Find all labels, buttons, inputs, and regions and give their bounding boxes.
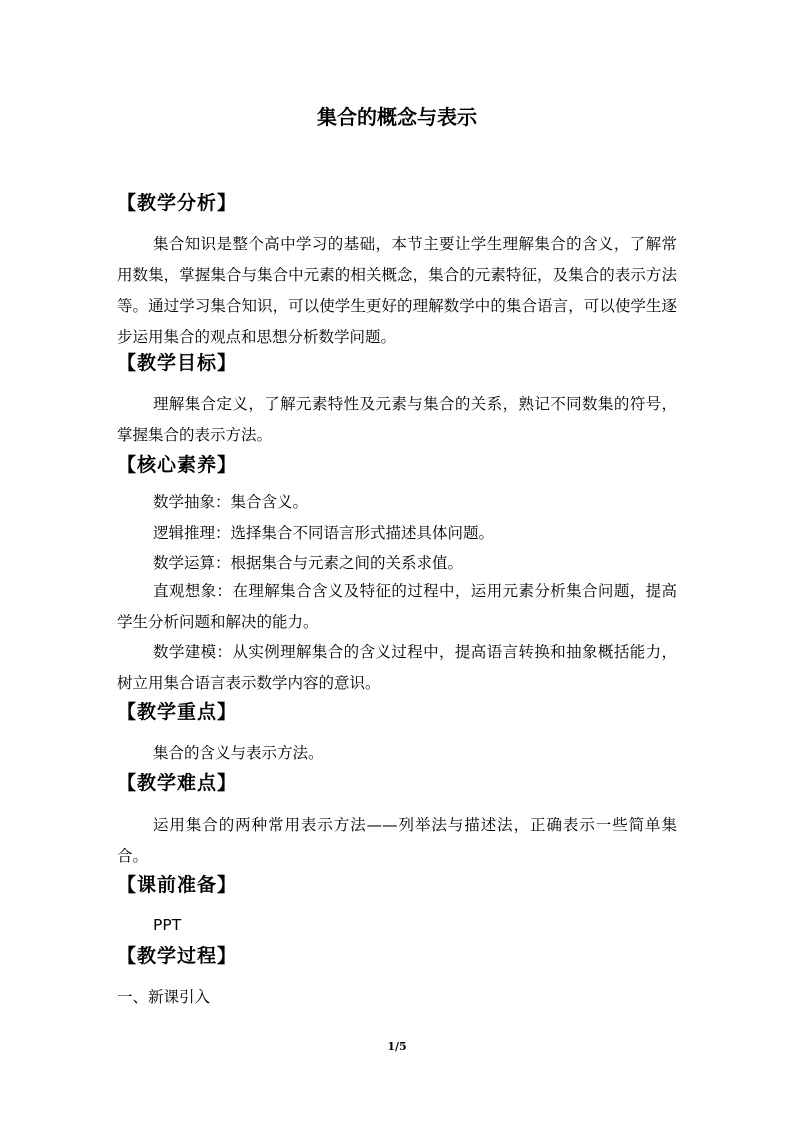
literacy-item-operation: 数学运算：根据集合与元素之间的关系求值。	[153, 554, 464, 572]
heading-teaching-process: 【教学过程】	[117, 945, 238, 967]
heading-core-literacy: 【核心素养】	[117, 454, 238, 476]
heading-preparation: 【课前准备】	[117, 874, 238, 896]
page-number: 1/5	[387, 1040, 407, 1053]
heading-difficulties: 【教学难点】	[117, 772, 238, 794]
literacy-item-reasoning: 逻辑推理：选择集合不同语言形式描述具体问题。	[153, 524, 495, 542]
literacy-item-abstraction: 数学抽象：集合含义。	[153, 493, 309, 511]
heading-key-points: 【教学重点】	[117, 701, 238, 723]
paragraph-difficulties: 运用集合的两种常用表示方法——列举法与描述法，正确表示一些简单集合。	[117, 816, 677, 865]
heading-teaching-analysis: 【教学分析】	[117, 192, 238, 214]
paragraph-teaching-analysis: 集合知识是整个高中学习的基础，本节主要让学生理解集合的含义，了解常用数集，掌握集合与集合中元素的相关概念，集合的元素特征，及集合的表示方法等。通过学习集合知识，可以使学生更好的理解数学中的集合语言，可以使学生逐步运用集合的观点和思想分析数学问题。	[117, 235, 677, 346]
paragraph-teaching-goals: 理解集合定义，了解元素特性及元素与集合的关系，熟记不同数集的符号，掌握集合的表示方法。	[117, 395, 677, 444]
document-title: 集合的概念与表示	[317, 105, 477, 129]
paragraph-key-points: 集合的含义与表示方法。	[153, 744, 324, 762]
literacy-item-modeling: 数学建模：从实例理解集合的含义过程中，提高语言转换和抽象概括能力，树立用集合语言表示数学内容的意识。	[117, 643, 677, 692]
subheading-new-lesson-intro: 一、新课引入	[117, 988, 211, 1006]
heading-teaching-goals: 【教学目标】	[117, 352, 238, 374]
paragraph-preparation: PPT	[153, 916, 182, 934]
literacy-item-intuition: 直观想象：在理解集合含义及特征的过程中，运用元素分析集合问题，提高学生分析问题和解决的能力。	[117, 582, 677, 631]
